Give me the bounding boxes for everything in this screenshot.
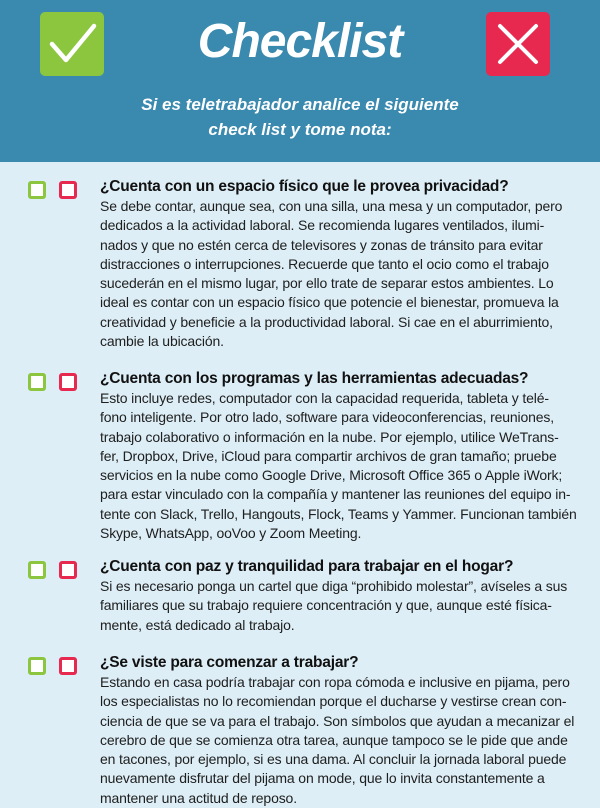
checkbox-group <box>28 657 88 675</box>
body-line: mantener una actitud de reposo. <box>100 789 297 806</box>
body-line: ciencia de que se va para el trabajo. Son símbolos que ayudan a mecanizar el <box>100 712 575 729</box>
item-body <box>100 577 590 635</box>
body-line: tente con Slack, Trello, Hangouts, Flock, Teams y Yammer. Funcionan también <box>100 505 577 522</box>
body-line: Esto incluye redes, computador con la capacidad requerida, tableta y telé- <box>100 390 549 406</box>
body-line: en tacones, por ejemplo, si es una dama. Al concluir la jornada laboral puede <box>100 751 567 768</box>
body-line: fono inteligente. Por otro lado, software para videoconferencias, reuniones, <box>100 409 554 426</box>
page-title: Checklist <box>197 15 403 68</box>
no-checkbox[interactable] <box>59 657 77 675</box>
checkbox-group <box>28 181 88 199</box>
no-checkbox[interactable] <box>59 181 77 199</box>
yes-checkbox[interactable] <box>28 373 46 391</box>
yes-checkbox[interactable] <box>28 657 46 675</box>
yes-checkbox[interactable] <box>28 181 46 199</box>
subtitle <box>0 92 600 142</box>
checkbox-group <box>28 561 88 579</box>
item-title: ¿Cuenta con un espacio físico que le provea privacidad? <box>100 178 509 195</box>
item-body <box>100 197 590 351</box>
body-line: servicios en la nube como Google Drive, Microsoft Office 365 o Apple iWork; <box>100 467 563 484</box>
no-checkbox[interactable] <box>59 561 77 579</box>
header-banner <box>0 0 600 162</box>
item-title: ¿Cuenta con paz y tranquilidad para trabajar en el hogar? <box>100 558 514 575</box>
body-line: ideal es contar con un espacio físico que potencie el bienestar, promueva la <box>100 294 559 311</box>
checkbox-group <box>28 373 88 391</box>
item-title: ¿Se viste para comenzar a trabajar? <box>100 654 359 671</box>
cross-icon <box>486 12 550 76</box>
item-body <box>100 389 590 543</box>
body-line: cambie la ubicación. <box>100 333 224 350</box>
item-body <box>100 673 590 808</box>
body-line: Si es necesario ponga un cartel que diga “prohibido molestar”, avíseles a sus <box>100 578 568 594</box>
body-line: Estando en casa podría trabajar con ropa cómoda e inclusive en pijama, pero <box>100 674 570 690</box>
body-line: sucederán en el mismo lugar, por ello trate de separar estos ambientes. Lo <box>100 275 554 292</box>
body-line: distracciones o interrupciones. Recuerde que tanto el ocio como el trabajo <box>100 255 549 272</box>
body-line: nados y que no estén cerca de televisores y zonas de tránsito para evitar <box>100 236 543 253</box>
body-line: creatividad y beneficie a la productividad laboral. Si cae en el aburrimiento, <box>100 313 553 330</box>
item-title: ¿Cuenta con los programas y las herramientas adecuadas? <box>100 370 529 387</box>
subtitle-line: check list y tome nota: <box>208 120 392 139</box>
body-line: fer, Dropbox, Drive, iCloud para compartir archivos de gran tamaño; pruebe <box>100 447 557 464</box>
body-line: para estar vinculado con la compañía y mantener las reuniones del equipo in- <box>100 486 571 503</box>
body-line: Se debe contar, aunque sea, con una silla, una mesa y un computador, pero <box>100 198 563 214</box>
cross-badge <box>486 12 550 76</box>
subtitle-line: Si es teletrabajador analice el siguiente <box>141 95 459 114</box>
body-line: nuevamente disfrutar del pijama on mode, que lo invita constantemente a <box>100 770 545 787</box>
body-line: los especialistas no lo recomiendan porque el ducharse y vestirse crean con- <box>100 693 567 710</box>
no-checkbox[interactable] <box>59 373 77 391</box>
body-line: dedicados a la actividad laboral. Se recomienda lugares ventilados, ilumi- <box>100 217 545 234</box>
body-line: Skype, WhatsApp, ooVoo y Zoom Meeting. <box>100 525 362 542</box>
body-line: cerebro de que se comienza otra tarea, aunque tampoco se le pide que ande <box>100 731 568 748</box>
body-line: trabajo colaborativo o información en la nube. Por ejemplo, utilice WeTrans- <box>100 428 559 445</box>
body-line: mente, está dedicado al trabajo. <box>100 616 295 633</box>
body-line: familiares que su trabajo requiere concentración y que, aunque esté física- <box>100 597 552 614</box>
yes-checkbox[interactable] <box>28 561 46 579</box>
